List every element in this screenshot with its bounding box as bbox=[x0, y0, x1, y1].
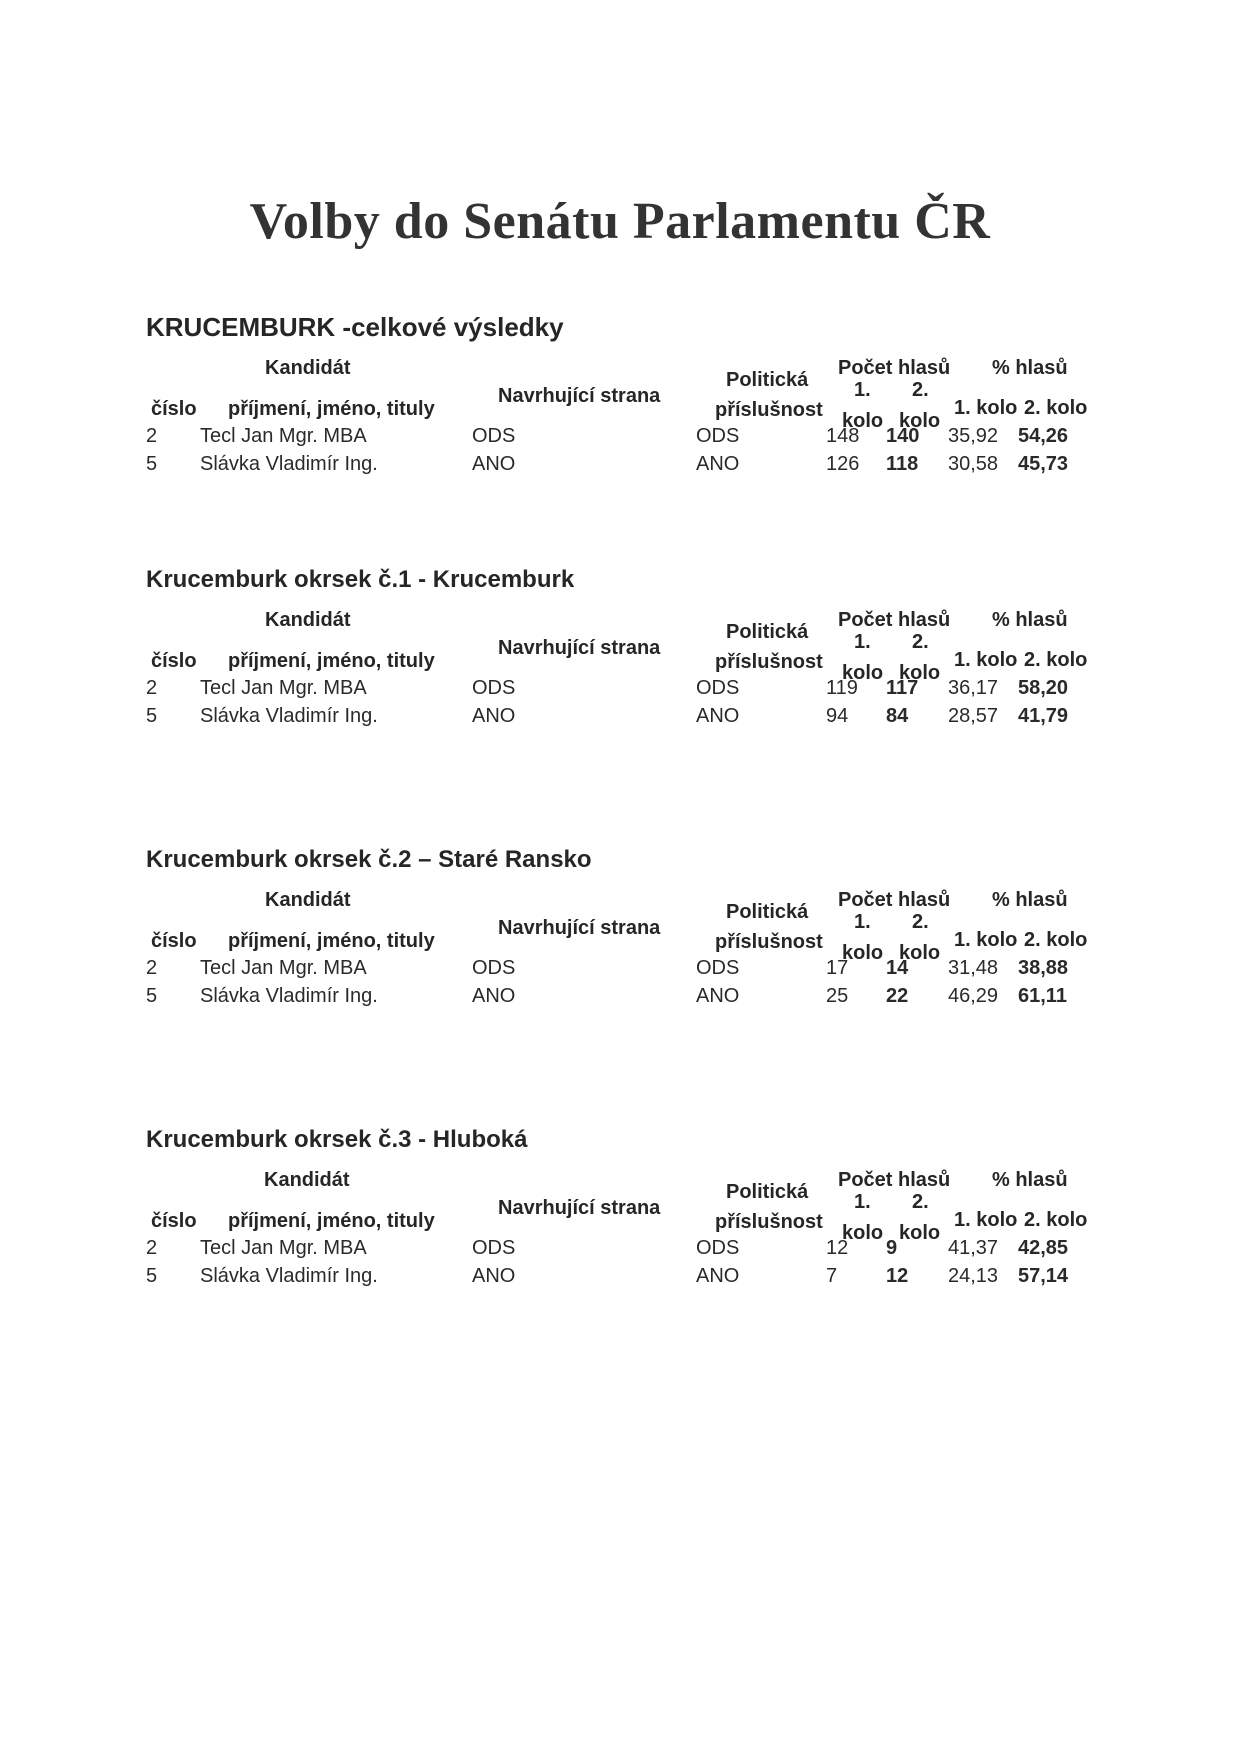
cell-jmeno: Slávka Vladimír Ing. bbox=[200, 985, 378, 1007]
cell-hlasy-kolo2: 22 bbox=[886, 985, 909, 1007]
cell-cislo: 5 bbox=[146, 985, 158, 1007]
cell-hlasy-kolo1: 17 bbox=[826, 957, 849, 979]
header-pct-hlasu: % hlasů bbox=[992, 609, 1068, 631]
header-kolo2-num: 2. bbox=[912, 1191, 929, 1213]
cell-prislusnost: ODS bbox=[696, 425, 740, 447]
cell-pct-kolo1: 28,57 bbox=[948, 705, 999, 727]
cell-pct-kolo2: 58,20 bbox=[1018, 677, 1069, 699]
cell-strana: ANO bbox=[472, 705, 516, 727]
header-pct-kolo2: 2. kolo bbox=[1024, 1209, 1088, 1231]
header-pct-kolo2: 2. kolo bbox=[1024, 929, 1088, 951]
header-cislo: číslo bbox=[151, 1210, 197, 1232]
cell-pct-kolo2: 54,26 bbox=[1018, 425, 1069, 447]
cell-hlasy-kolo1: 25 bbox=[826, 985, 849, 1007]
cell-prislusnost: ANO bbox=[696, 705, 740, 727]
cell-pct-kolo1: 30,58 bbox=[948, 453, 999, 475]
header-kolo1-num: 1. bbox=[854, 911, 871, 933]
header-kandidat: Kandidát bbox=[265, 357, 351, 379]
header-kolo2-word: kolo bbox=[899, 410, 941, 432]
cell-cislo: 2 bbox=[146, 957, 158, 979]
header-kolo1-num: 1. bbox=[854, 631, 871, 653]
cell-hlasy-kolo2: 84 bbox=[886, 705, 909, 727]
cell-prislusnost: ODS bbox=[696, 677, 740, 699]
cell-prislusnost: ODS bbox=[696, 1237, 740, 1259]
results-section-okrsek-2 bbox=[146, 846, 1106, 1046]
cell-strana: ANO bbox=[472, 453, 516, 475]
cell-hlasy-kolo1: 7 bbox=[826, 1265, 838, 1287]
cell-hlasy-kolo1: 94 bbox=[826, 705, 849, 727]
header-pocet-hlasu: Počet hlasů bbox=[838, 889, 951, 911]
header-kolo1-word: kolo bbox=[842, 942, 884, 964]
cell-jmeno: Slávka Vladimír Ing. bbox=[200, 705, 378, 727]
cell-pct-kolo2: 45,73 bbox=[1018, 453, 1069, 475]
header-jmeno: příjmení, jméno, tituly bbox=[228, 1210, 435, 1232]
cell-hlasy-kolo2: 9 bbox=[886, 1237, 898, 1259]
results-section-total bbox=[146, 312, 1106, 512]
cell-hlasy-kolo2: 118 bbox=[886, 453, 919, 475]
cell-prislusnost: ANO bbox=[696, 1265, 740, 1287]
header-prislusnost: příslušnost bbox=[715, 1211, 823, 1233]
cell-hlasy-kolo1: 12 bbox=[826, 1237, 849, 1259]
header-cislo: číslo bbox=[151, 930, 197, 952]
header-jmeno: příjmení, jméno, tituly bbox=[228, 930, 435, 952]
cell-pct-kolo1: 41,37 bbox=[948, 1237, 999, 1259]
cell-cislo: 2 bbox=[146, 425, 158, 447]
header-kandidat: Kandidát bbox=[265, 609, 351, 631]
cell-cislo: 5 bbox=[146, 1265, 158, 1287]
cell-cislo: 5 bbox=[146, 453, 158, 475]
results-section-okrsek-3 bbox=[146, 1126, 1106, 1326]
cell-cislo: 5 bbox=[146, 705, 158, 727]
header-pct-kolo2: 2. kolo bbox=[1024, 397, 1088, 419]
cell-pct-kolo1: 36,17 bbox=[948, 677, 999, 699]
results-section-okrsek-1 bbox=[146, 566, 1106, 766]
cell-pct-kolo2: 42,85 bbox=[1018, 1237, 1069, 1259]
cell-strana: ANO bbox=[472, 985, 516, 1007]
cell-hlasy-kolo2: 12 bbox=[886, 1265, 909, 1287]
cell-pct-kolo2: 57,14 bbox=[1018, 1265, 1069, 1287]
header-kolo1-word: kolo bbox=[842, 410, 884, 432]
cell-jmeno: Tecl Jan Mgr. MBA bbox=[200, 677, 367, 699]
header-kolo2-num: 2. bbox=[912, 631, 929, 653]
header-kolo2-num: 2. bbox=[912, 911, 929, 933]
cell-cislo: 2 bbox=[146, 677, 158, 699]
cell-strana: ODS bbox=[472, 425, 516, 447]
header-kolo2-word: kolo bbox=[899, 662, 941, 684]
header-cislo: číslo bbox=[151, 650, 197, 672]
header-kolo1-num: 1. bbox=[854, 379, 871, 401]
header-pct-kolo2: 2. kolo bbox=[1024, 649, 1088, 671]
cell-strana: ODS bbox=[472, 677, 516, 699]
cell-prislusnost: ANO bbox=[696, 985, 740, 1007]
cell-hlasy-kolo1: 148 bbox=[826, 425, 860, 447]
header-pct-kolo1: 1. kolo bbox=[954, 1209, 1018, 1231]
header-pct-kolo1: 1. kolo bbox=[954, 929, 1018, 951]
header-prislusnost: příslušnost bbox=[715, 399, 823, 421]
header-strana: Navrhující strana bbox=[498, 1197, 661, 1219]
cell-pct-kolo2: 38,88 bbox=[1018, 957, 1069, 979]
cell-pct-kolo2: 41,79 bbox=[1018, 705, 1069, 727]
cell-jmeno: Tecl Jan Mgr. MBA bbox=[200, 957, 367, 979]
cell-jmeno: Slávka Vladimír Ing. bbox=[200, 1265, 378, 1287]
header-politicka: Politická bbox=[726, 901, 809, 923]
cell-strana: ODS bbox=[472, 1237, 516, 1259]
section-title: Krucemburk okrsek č.3 - Hluboká bbox=[146, 1126, 528, 1153]
cell-strana: ODS bbox=[472, 957, 516, 979]
header-pct-kolo1: 1. kolo bbox=[954, 397, 1018, 419]
cell-strana: ANO bbox=[472, 1265, 516, 1287]
header-kolo1-word: kolo bbox=[842, 662, 884, 684]
header-pct-hlasu: % hlasů bbox=[992, 357, 1068, 379]
header-politicka: Politická bbox=[726, 369, 809, 391]
section-title: Krucemburk okrsek č.1 - Krucemburk bbox=[146, 566, 575, 593]
cell-hlasy-kolo2: 140 bbox=[886, 425, 920, 447]
header-kolo2-num: 2. bbox=[912, 379, 929, 401]
section-title: Krucemburk okrsek č.2 – Staré Ransko bbox=[146, 846, 592, 873]
cell-jmeno: Slávka Vladimír Ing. bbox=[200, 453, 378, 475]
header-pocet-hlasu: Počet hlasů bbox=[838, 609, 951, 631]
header-politicka: Politická bbox=[726, 621, 809, 643]
header-jmeno: příjmení, jméno, tituly bbox=[228, 398, 435, 420]
cell-hlasy-kolo2: 14 bbox=[886, 957, 909, 979]
header-kandidat: Kandidát bbox=[264, 1169, 350, 1191]
header-cislo: číslo bbox=[151, 398, 197, 420]
header-kandidat: Kandidát bbox=[265, 889, 351, 911]
header-strana: Navrhující strana bbox=[498, 637, 661, 659]
document-title: Volby do Senátu Parlamentu ČR bbox=[249, 193, 991, 250]
header-pct-hlasu: % hlasů bbox=[992, 1169, 1068, 1191]
header-kolo1-word: kolo bbox=[842, 1222, 884, 1244]
cell-pct-kolo1: 24,13 bbox=[948, 1265, 999, 1287]
header-strana: Navrhující strana bbox=[498, 917, 661, 939]
cell-prislusnost: ANO bbox=[696, 453, 740, 475]
section-title: KRUCEMBURK -celkové výsledky bbox=[146, 312, 564, 342]
header-pct-hlasu: % hlasů bbox=[992, 889, 1068, 911]
cell-jmeno: Tecl Jan Mgr. MBA bbox=[200, 425, 367, 447]
cell-pct-kolo2: 61,11 bbox=[1018, 985, 1067, 1007]
header-pct-kolo1: 1. kolo bbox=[954, 649, 1018, 671]
cell-hlasy-kolo1: 119 bbox=[826, 677, 858, 699]
cell-hlasy-kolo1: 126 bbox=[826, 453, 860, 475]
header-pocet-hlasu: Počet hlasů bbox=[838, 1169, 951, 1191]
cell-prislusnost: ODS bbox=[696, 957, 740, 979]
header-prislusnost: příslušnost bbox=[715, 651, 823, 673]
cell-hlasy-kolo2: 117 bbox=[886, 677, 919, 699]
header-prislusnost: příslušnost bbox=[715, 931, 823, 953]
header-jmeno: příjmení, jméno, tituly bbox=[228, 650, 435, 672]
header-politicka: Politická bbox=[726, 1181, 809, 1203]
header-kolo1-num: 1. bbox=[854, 1191, 871, 1213]
cell-pct-kolo1: 31,48 bbox=[948, 957, 999, 979]
cell-jmeno: Tecl Jan Mgr. MBA bbox=[200, 1237, 367, 1259]
header-kolo2-word: kolo bbox=[899, 942, 941, 964]
cell-cislo: 2 bbox=[146, 1237, 158, 1259]
header-kolo2-word: kolo bbox=[899, 1222, 941, 1244]
cell-pct-kolo1: 46,29 bbox=[948, 985, 999, 1007]
cell-pct-kolo1: 35,92 bbox=[948, 425, 999, 447]
header-strana: Navrhující strana bbox=[498, 385, 661, 407]
header-pocet-hlasu: Počet hlasů bbox=[838, 357, 951, 379]
